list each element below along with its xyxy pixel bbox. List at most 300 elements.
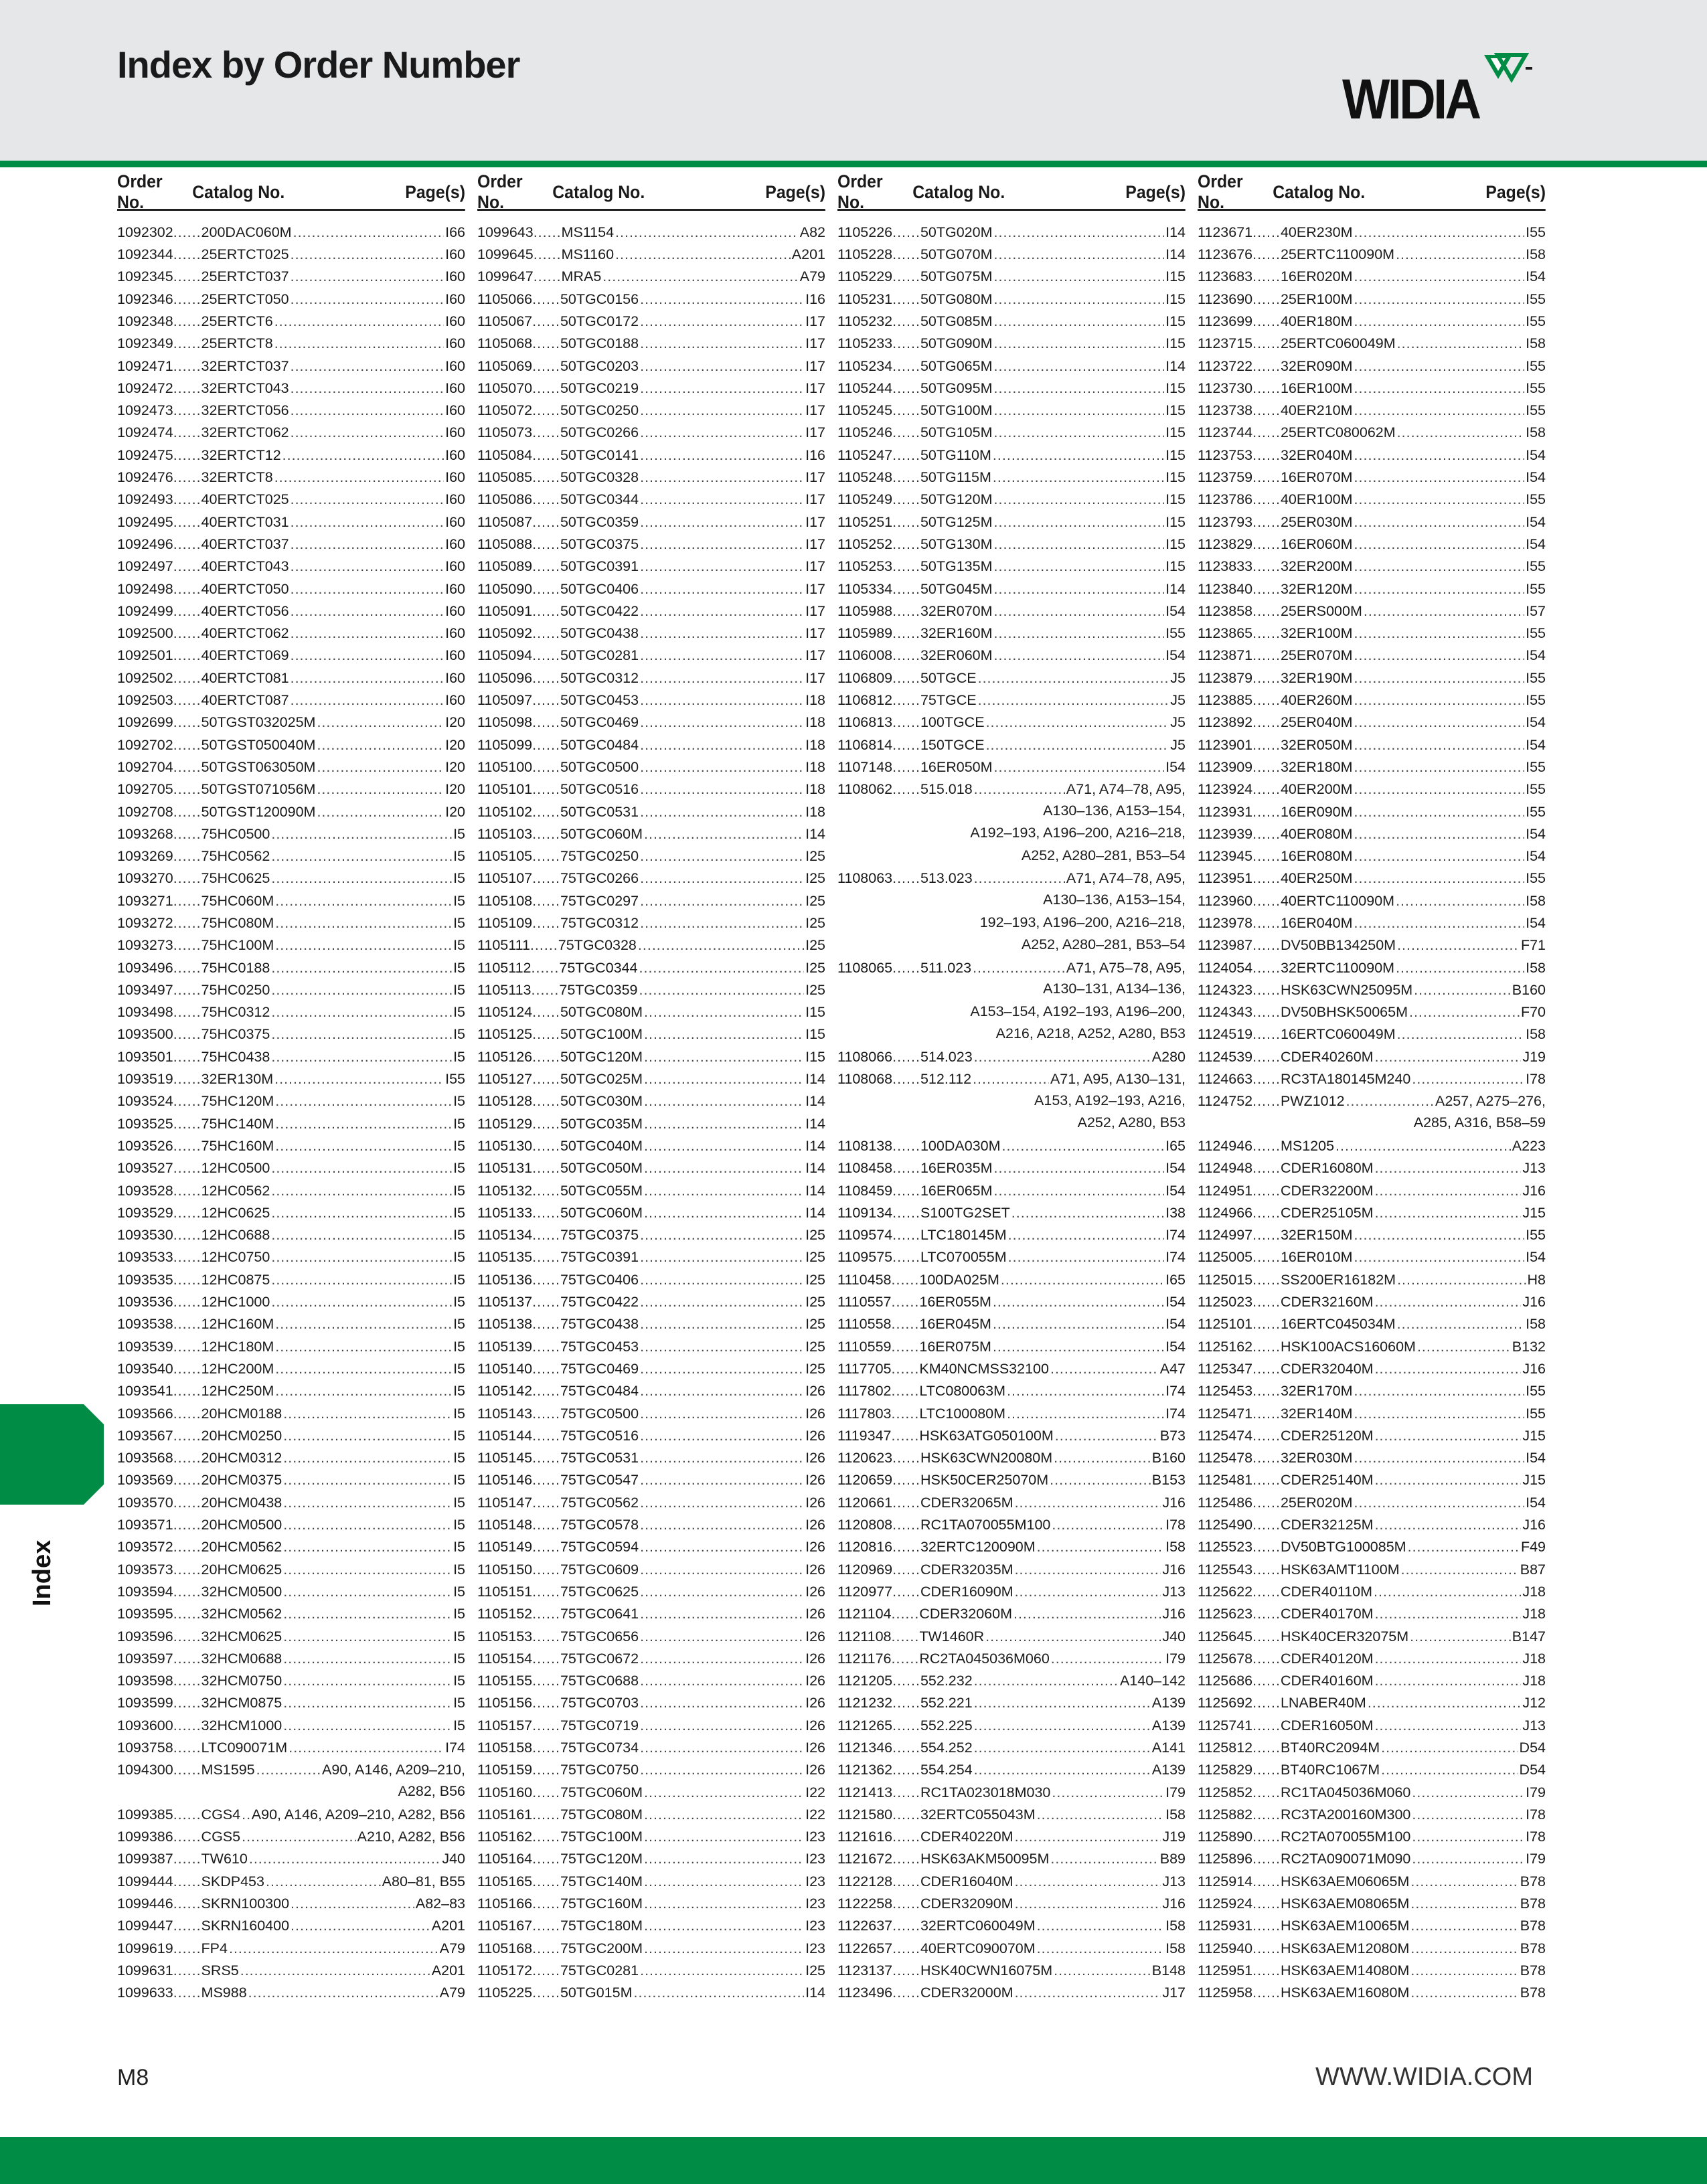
leader-dots [1354, 582, 1525, 597]
index-entry [117, 997, 465, 1019]
catalog-number: 16ER040M [1280, 915, 1353, 931]
leader-dots [644, 1919, 804, 1934]
catalog-number: 50TGC025M [560, 1071, 643, 1087]
index-column-1 [117, 171, 466, 2001]
order-number: 1105988 [837, 602, 893, 619]
leader-dots: ...... [173, 1606, 201, 1622]
leader-dots [634, 1986, 805, 2001]
index-entry [1198, 1533, 1546, 1555]
index-entry [477, 908, 825, 930]
catalog-number: 12HC0750 [201, 1249, 270, 1265]
leader-dots: ...... [892, 1695, 920, 1711]
catalog-number: 514.023 [920, 1048, 973, 1065]
leader-dots: ...... [173, 981, 201, 998]
leader-dots [1354, 493, 1525, 507]
leader-dots [1354, 738, 1525, 753]
leader-dots [974, 1696, 1151, 1711]
leader-dots [639, 961, 805, 976]
index-entry [1198, 641, 1546, 663]
order-number: 1121362 [837, 1762, 893, 1778]
page-reference: I5 [453, 1583, 465, 1600]
order-number: 1099633 [117, 1985, 173, 2001]
catalog-number: 20HCM0312 [201, 1450, 282, 1466]
leader-dots [271, 1206, 452, 1221]
catalog-number: CDER40260M [1280, 1048, 1374, 1065]
leader-dots [1015, 1496, 1161, 1511]
order-number: 1110558 [837, 1316, 892, 1332]
index-entry [1198, 774, 1546, 796]
leader-dots [1354, 315, 1525, 329]
leader-dots [994, 270, 1165, 284]
leader-dots: ...... [532, 1517, 560, 1533]
leader-dots [1050, 1852, 1158, 1867]
order-number: 1123924 [1198, 781, 1253, 797]
catalog-number: 40ER100M [1280, 491, 1353, 507]
index-entry [117, 218, 465, 240]
leader-dots: ...... [532, 669, 560, 686]
index-entry [117, 1599, 465, 1621]
page-reference: I17 [805, 469, 825, 485]
catalog-number: 75TGC0391 [560, 1249, 639, 1265]
order-number: 1117705 [837, 1360, 892, 1377]
page-reference: I14 [805, 1137, 825, 1154]
catalog-number: 25ER040M [1280, 714, 1353, 730]
order-number: 1105233 [837, 335, 893, 351]
leader-dots: ...... [173, 1717, 201, 1734]
index-entry [117, 1421, 465, 1443]
leader-dots [274, 337, 444, 351]
page-reference: I54 [1165, 1338, 1186, 1355]
order-number: 1120623 [837, 1450, 893, 1466]
leader-dots [1414, 983, 1511, 998]
order-number: 1117802 [837, 1383, 892, 1399]
page-reference: I55 [1526, 781, 1546, 797]
order-number: 1105066 [477, 290, 533, 307]
leader-dots [986, 738, 1169, 753]
catalog-number: 32HCM0625 [201, 1628, 282, 1644]
leader-dots [291, 426, 444, 440]
order-number: 1105226 [837, 224, 893, 240]
leader-dots [1364, 604, 1524, 619]
catalog-number: 50TGST063050M [201, 758, 316, 775]
order-number: 1093566 [117, 1405, 173, 1422]
index-entry [477, 1332, 825, 1354]
leader-dots [1008, 1250, 1164, 1265]
catalog-number: 75TGC0734 [560, 1739, 639, 1756]
catalog-number: 50TGCE [920, 669, 977, 686]
page-reference: I5 [453, 1338, 465, 1355]
catalog-number: 75TGC0578 [560, 1517, 639, 1533]
leader-dots: ...... [892, 313, 920, 329]
catalog-number: 75TGC0625 [560, 1583, 639, 1600]
leader-dots: ...... [892, 580, 920, 597]
catalog-number: 75TGC0672 [560, 1650, 639, 1667]
page-reference: I18 [805, 692, 825, 708]
leader-dots: ...... [173, 1628, 201, 1644]
leader-dots: ...... [532, 647, 560, 663]
index-entry [477, 396, 825, 418]
leader-dots [644, 1027, 804, 1042]
page-reference: J16 [1522, 1360, 1546, 1377]
page-reference: J40 [442, 1851, 465, 1867]
index-entry [1198, 1087, 1546, 1109]
leader-dots: ...... [173, 669, 201, 686]
leader-dots: ...... [892, 1472, 920, 1488]
order-number: 1105253 [837, 558, 893, 574]
catalog-number: DV50BTG100085M [1280, 1539, 1406, 1555]
index-entry [477, 1265, 825, 1287]
index-entry [837, 1755, 1186, 1777]
leader-dots: ...... [532, 1048, 560, 1065]
index-entry [1198, 708, 1546, 730]
index-entry [117, 1533, 465, 1555]
page-reference: I54 [1526, 915, 1546, 931]
catalog-number: 50TG110M [920, 446, 991, 463]
page-reference: I15 [1165, 313, 1186, 329]
order-number: 1105244 [837, 380, 893, 396]
leader-dots: ...... [532, 1472, 560, 1488]
leader-dots [271, 1228, 452, 1243]
index-entry [837, 1287, 1186, 1309]
leader-dots: ...... [1252, 736, 1281, 753]
leader-dots: ...... [892, 1160, 920, 1176]
catalog-number: 50TG090M [920, 335, 993, 351]
page-reference: I26 [805, 1450, 825, 1466]
order-number: 1105068 [477, 335, 533, 351]
catalog-number: 32ERTC055043M [920, 1806, 1036, 1823]
page-reference-continued: A285, A316, B58–59 [1413, 1114, 1546, 1131]
order-number: 1092344 [117, 246, 173, 262]
order-number: 1125692 [1198, 1695, 1253, 1711]
leader-dots [291, 560, 444, 574]
leader-dots [640, 1964, 804, 1979]
leader-dots [283, 1652, 452, 1667]
catalog-number: 513.023 [920, 870, 973, 886]
index-entry [117, 685, 465, 707]
leader-dots [1015, 1986, 1161, 2001]
catalog-number: 75TGC0438 [560, 1316, 639, 1332]
catalog-number: 32ER050M [1280, 736, 1353, 753]
leader-dots: ...... [532, 1940, 560, 1956]
leader-dots [1410, 1942, 1518, 1956]
order-number: 1125958 [1198, 1985, 1253, 2001]
page-reference: I5 [453, 981, 465, 998]
leader-dots [994, 226, 1165, 240]
leader-dots [994, 1161, 1165, 1176]
catalog-number: S100TG2SET [920, 1204, 1010, 1221]
order-number: 1125543 [1198, 1561, 1253, 1578]
catalog-number: 75TGC0750 [560, 1762, 639, 1778]
leader-dots [1375, 1674, 1522, 1689]
order-number: 1123951 [1198, 870, 1253, 886]
catalog-number: 16ER050M [920, 758, 993, 775]
index-entry [117, 1399, 465, 1421]
order-number: 1123978 [1198, 915, 1253, 931]
catalog-number: DV50BHSK50065M [1280, 1004, 1408, 1020]
order-number: 1108065 [837, 959, 893, 976]
leader-dots: ...... [892, 1873, 920, 1889]
leader-dots: ...... [891, 1405, 920, 1422]
catalog-number: HSK100ACS16060M [1280, 1338, 1416, 1355]
leader-dots [644, 1161, 804, 1176]
index-entry [837, 1220, 1186, 1242]
catalog-number: 75TGC0406 [560, 1271, 639, 1288]
leader-dots: ...... [1252, 1227, 1281, 1243]
leader-dots: ...... [1252, 1517, 1281, 1533]
leader-dots: ...... [1252, 1940, 1281, 1956]
page-reference: I78 [1526, 1806, 1546, 1823]
index-entry [1198, 1510, 1546, 1532]
index-entry [477, 1287, 825, 1309]
leader-dots [1354, 471, 1525, 485]
order-number: 1093533 [117, 1249, 173, 1265]
page-number: M8 [117, 2065, 149, 2090]
index-entry [477, 351, 825, 373]
index-entry [837, 1064, 1186, 1086]
index-entry [117, 953, 465, 975]
leader-dots: ...... [532, 558, 560, 574]
index-entry [477, 1800, 825, 1822]
order-number: 1123871 [1198, 647, 1253, 663]
order-number: 1099387 [117, 1851, 173, 1867]
page-reference: I5 [453, 1294, 465, 1310]
order-number: 1099645 [477, 246, 534, 262]
index-entry [117, 351, 465, 373]
order-number: 1105231 [837, 290, 893, 307]
order-number: 1093539 [117, 1338, 173, 1355]
page-reference: I5 [453, 1673, 465, 1689]
leader-dots [640, 337, 804, 351]
leader-dots [640, 560, 804, 574]
page-reference: I14 [805, 1985, 825, 2001]
index-entry [477, 1845, 825, 1867]
index-entry [1198, 997, 1546, 1019]
leader-dots: ...... [173, 937, 201, 953]
order-number: 1105067 [477, 313, 533, 329]
leader-dots [291, 404, 444, 418]
order-number: 1125101 [1198, 1316, 1253, 1332]
page-reference: I60 [445, 692, 465, 708]
catalog-number: 511.023 [920, 959, 972, 976]
index-entry [117, 841, 465, 863]
leader-dots: ...... [173, 1048, 201, 1065]
order-number: 1105160 [477, 1784, 533, 1800]
leader-dots [1015, 1875, 1161, 1889]
leader-dots: ...... [1252, 1583, 1281, 1600]
index-entry [837, 1332, 1186, 1354]
order-number: 1110458 [837, 1271, 892, 1288]
order-number: 1099385 [117, 1806, 173, 1823]
index-entry [1198, 1845, 1546, 1867]
leader-dots [1401, 1563, 1519, 1578]
leader-dots [271, 1050, 452, 1065]
index-entry [837, 752, 1186, 774]
order-number: 1125474 [1198, 1427, 1253, 1444]
leader-dots: ...... [1252, 1427, 1281, 1444]
catalog-number: MS1205 [1280, 1137, 1335, 1154]
leader-dots: ...... [532, 1717, 560, 1734]
leader-dots: ...... [173, 1695, 201, 1711]
index-entry [477, 886, 825, 908]
index-entry [1198, 752, 1546, 774]
page-reference: I74 [1165, 1227, 1186, 1243]
index-entry [1198, 886, 1546, 908]
catalog-number: 20HCM0500 [201, 1517, 282, 1533]
page-reference: I60 [445, 446, 465, 463]
leader-dots [1052, 1518, 1164, 1533]
leader-dots: ...... [173, 1427, 201, 1444]
index-entry [1198, 1310, 1546, 1332]
page-reference: I54 [1165, 602, 1186, 619]
page-reference: I25 [805, 892, 825, 909]
order-number: 1123699 [1198, 313, 1253, 329]
catalog-number: 50TG015M [560, 1985, 633, 2001]
order-number: 1105107 [477, 870, 533, 886]
order-number: 1123715 [1198, 335, 1253, 351]
page-reference: I58 [1165, 1539, 1186, 1555]
page-reference: I54 [1526, 647, 1546, 663]
page-reference: I15 [1165, 469, 1186, 485]
index-entry [1198, 262, 1546, 284]
index-entry [117, 574, 465, 596]
index-entry [117, 1689, 465, 1711]
leader-dots: ...... [1252, 937, 1281, 953]
leader-dots [1015, 1897, 1161, 1912]
catalog-number: 32HCM0562 [201, 1606, 282, 1622]
leader-dots [640, 805, 804, 820]
page-reference: I5 [453, 870, 465, 886]
index-entry [837, 1555, 1186, 1577]
order-number: 1105144 [477, 1427, 533, 1444]
leader-dots: ...... [532, 580, 560, 597]
order-number: 1105131 [477, 1160, 533, 1176]
catalog-number: PWZ1012 [1280, 1093, 1345, 1109]
order-number: 1125812 [1198, 1739, 1253, 1756]
page-reference: I26 [805, 1405, 825, 1422]
page-reference: I26 [805, 1739, 825, 1756]
leader-dots: ...... [1252, 981, 1281, 998]
leader-dots: ...... [891, 1628, 920, 1644]
page-reference: A79 [439, 1940, 465, 1956]
leader-dots [1354, 649, 1525, 663]
leader-dots: ...... [532, 602, 560, 619]
page-reference: I58 [1526, 424, 1546, 440]
leader-dots: ...... [532, 446, 560, 463]
index-entry [117, 1042, 465, 1064]
index-entry [477, 1443, 825, 1465]
leader-dots: ...... [892, 246, 920, 262]
order-number: 1105096 [477, 669, 533, 686]
leader-dots [1396, 248, 1524, 262]
order-number: 1125645 [1198, 1628, 1253, 1644]
catalog-number: 25ER070M [1280, 647, 1353, 663]
leader-dots: ...... [532, 1762, 560, 1778]
order-number: 1123931 [1198, 803, 1253, 820]
order-number: 1120816 [837, 1539, 893, 1555]
catalog-number: 32ER200M [1280, 558, 1353, 574]
leader-dots [640, 1719, 804, 1734]
order-number: 1121616 [837, 1829, 893, 1845]
index-entry [1198, 574, 1546, 596]
page-reference: A201 [431, 1962, 465, 1979]
index-entry [477, 864, 825, 886]
order-number: 1124539 [1198, 1048, 1253, 1065]
order-number: 1092475 [117, 446, 173, 463]
page-reference: I54 [1526, 1494, 1546, 1511]
leader-dots: ...... [532, 313, 560, 329]
catalog-number: 75TGC0719 [560, 1717, 639, 1734]
index-entry [477, 997, 825, 1019]
catalog-number: LTC090071M [201, 1739, 288, 1756]
page-reference: I20 [445, 758, 465, 775]
leader-dots: ...... [532, 1338, 560, 1355]
page-reference: B78 [1520, 1985, 1546, 2001]
index-entry [1198, 507, 1546, 529]
index-entry [117, 1934, 465, 1956]
catalog-number: 50TG125M [920, 513, 993, 530]
page-reference: I26 [805, 1628, 825, 1644]
order-number: 1093535 [117, 1271, 173, 1288]
leader-dots: ...... [892, 625, 920, 641]
leader-dots: ...... [1252, 1673, 1281, 1689]
order-number: 1092503 [117, 692, 173, 708]
leader-dots [640, 1473, 804, 1488]
leader-dots: ...... [173, 1338, 201, 1355]
index-entry [117, 1020, 465, 1042]
catalog-number: 40ERTCT025 [201, 491, 289, 507]
column-header-pages: Page(s) [765, 181, 826, 202]
index-entry [117, 752, 465, 774]
page-reference: J16 [1162, 1494, 1186, 1511]
order-number: 1105246 [837, 424, 893, 440]
leader-dots [1354, 1384, 1525, 1399]
index-entry [1198, 440, 1546, 463]
leader-dots: ...... [173, 1227, 201, 1243]
catalog-number: 12HC160M [201, 1316, 274, 1332]
page-reference: I54 [1526, 513, 1546, 530]
page-reference: I20 [445, 781, 465, 797]
order-number: 1123496 [837, 1985, 893, 2001]
index-entry [1198, 218, 1546, 240]
leader-dots [1354, 292, 1525, 307]
leader-dots: ...... [532, 1271, 560, 1288]
catalog-number: 32ER040M [1280, 446, 1353, 463]
page-reference: I15 [1165, 290, 1186, 307]
order-number: 1105112 [477, 959, 532, 976]
catalog-number: HSK63AEM06065M [1280, 1873, 1410, 1889]
leader-dots: ...... [892, 1450, 920, 1466]
order-number: 1099446 [117, 1896, 173, 1912]
order-number: 1105152 [477, 1606, 533, 1622]
catalog-number: 32ER140M [1280, 1405, 1353, 1422]
index-entry [1198, 1064, 1546, 1086]
catalog-number: 12HC0875 [201, 1271, 270, 1288]
order-number: 1093572 [117, 1539, 173, 1555]
order-number: 1105245 [837, 402, 893, 418]
leader-dots: ...... [1252, 625, 1281, 641]
order-number: 1125478 [1198, 1450, 1253, 1466]
leader-dots [640, 582, 804, 597]
page-reference: I23 [805, 1896, 825, 1912]
catalog-number: 40ER250M [1280, 870, 1353, 886]
catalog-number: 16ER045M [919, 1316, 991, 1332]
page-reference-continued: A192–193, A196–200, A216–218, [970, 825, 1186, 841]
leader-dots [1410, 1986, 1518, 2001]
page-reference: J19 [1162, 1829, 1186, 1845]
leader-dots [1354, 537, 1525, 552]
page-reference: B153 [1151, 1472, 1186, 1488]
order-number: 1105069 [477, 357, 533, 374]
